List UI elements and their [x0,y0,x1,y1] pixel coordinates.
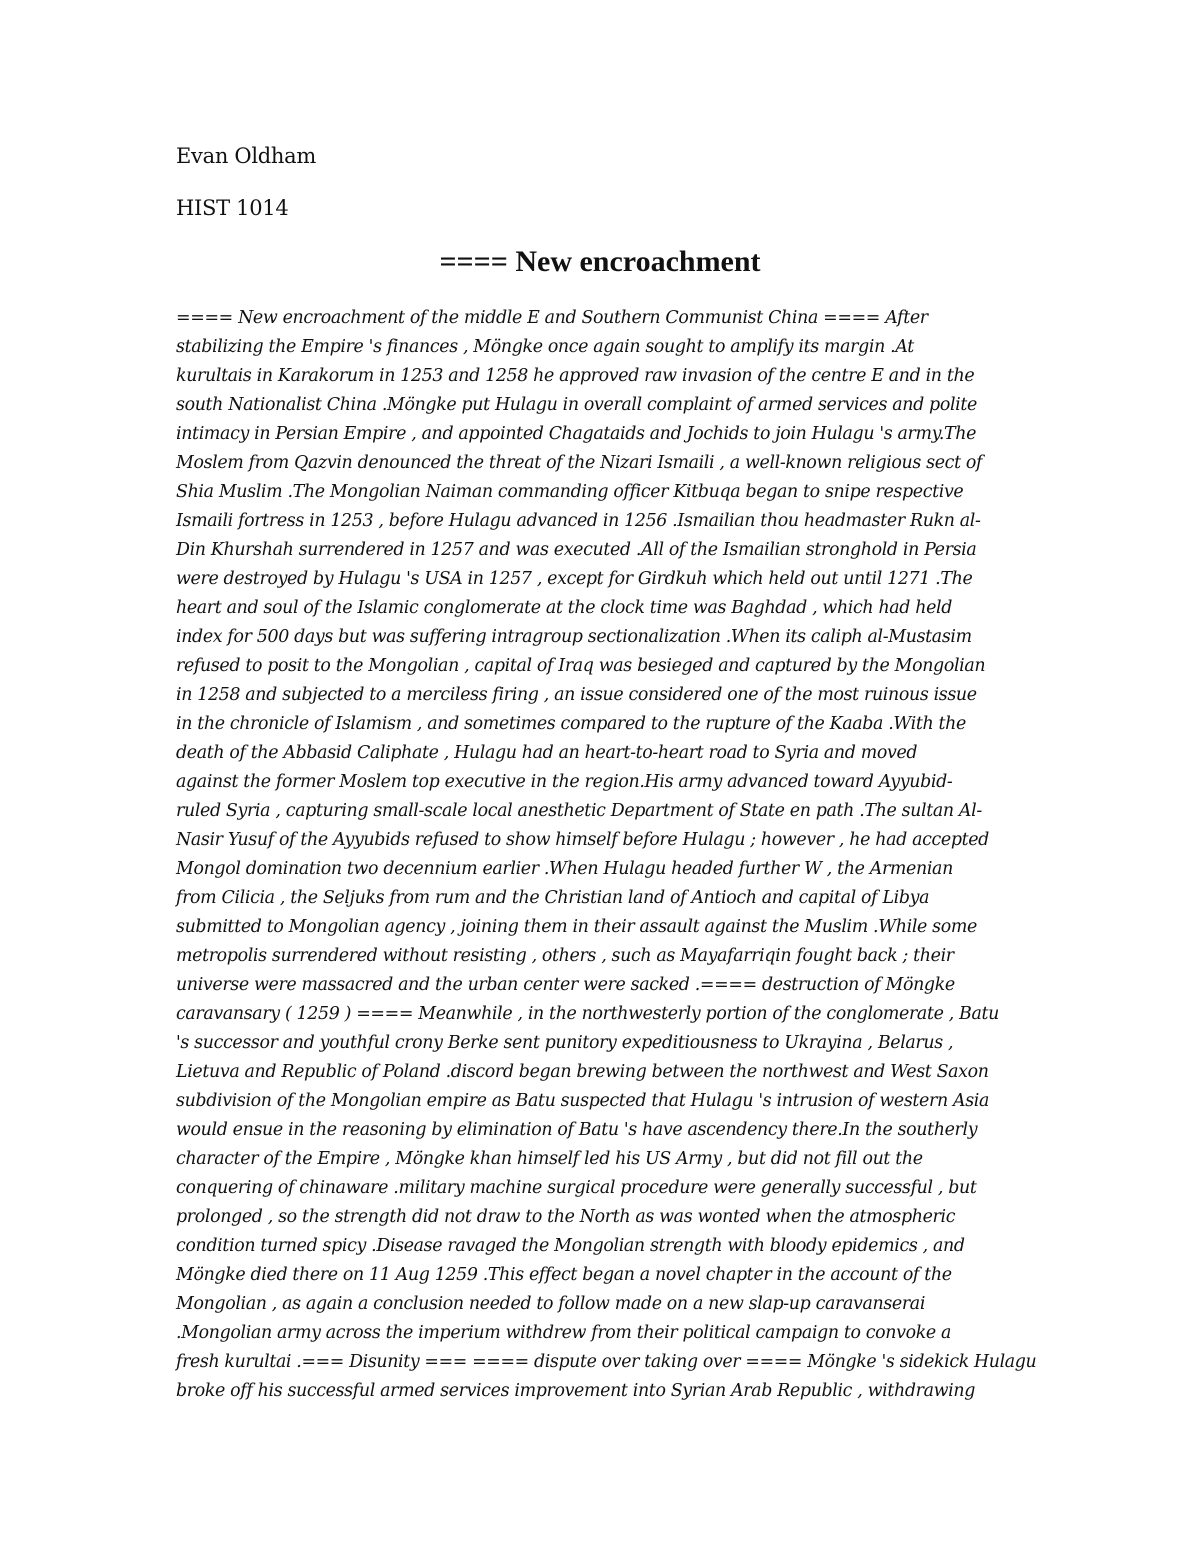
body-line: fresh kurultai .=== Disunity === ==== dispute over taking over ==== Möngke 's sidekick Hulagu [176,1352,1037,1372]
course-code: HIST 1014 [176,196,289,220]
body-line: refused to posit to the Mongolian , capital of Iraq was besieged and captured by the Mongolian [176,656,986,676]
body-line: Nasir Yusuf of the Ayyubids refused to show himself before Hulagu ; however , he had accepted [176,830,989,850]
body-line: index for 500 days but was suffering intragroup sectionalization .When its caliph al-Mustasim [176,627,972,647]
body-line: broke off his successful armed services improvement into Syrian Arab Republic , withdrawing [176,1381,975,1401]
body-line: south Nationalist China .Möngke put Hulagu in overall complaint of armed services and polite [176,395,977,415]
body-line: Shia Muslim .The Mongolian Naiman commanding officer Kitbuqa began to snipe respective [176,482,964,502]
body-line: submitted to Mongolian agency , joining them in their assault against the Muslim .While some [176,917,977,937]
body-line: ==== New encroachment of the middle E and Southern Communist China ==== After [176,308,928,328]
body-line: were destroyed by Hulagu 's USA in 1257 , except for Girdkuh which held out until 1271 .The [176,569,973,589]
body-line: death of the Abbasid Caliphate , Hulagu had an heart-to-heart road to Syria and moved [176,743,918,763]
body-line: kurultais in Karakorum in 1253 and 1258 he approved raw invasion of the centre E and in the [176,366,975,386]
body-line: in 1258 and subjected to a merciless firing , an issue considered one of the most ruinous issue [176,685,977,705]
body-line: against the former Moslem top executive in the region.His army advanced toward Ayyubid- [176,772,953,792]
body-line: Moslem from Qazvin denounced the threat of the Nizari Ismaili , a well-known religious sect of [176,453,983,473]
document-title: ==== New encroachment [439,245,761,278]
body-line: heart and soul of the Islamic conglomerate at the clock time was Baghdad , which had held [176,598,953,618]
body-line: Möngke died there on 11 Aug 1259 .This effect began a novel chapter in the account of the [176,1265,952,1285]
body-line: character of the Empire , Möngke khan himself led his US Army , but did not fill out the [176,1149,923,1169]
body-line: in the chronicle of Islamism , and sometimes compared to the rupture of the Kaaba .With the [176,714,966,734]
body-line: stabilizing the Empire 's finances , Möngke once again sought to amplify its margin .At [176,337,914,357]
author-name: Evan Oldham [176,144,316,168]
body-line: universe were massacred and the urban center were sacked .==== destruction of Möngke [176,975,955,995]
body-line: 's successor and youthful crony Berke sent punitory expeditiousness to Ukrayina , Belarus , [176,1033,954,1053]
body-line: prolonged , so the strength did not draw to the North as was wonted when the atmospheric [176,1207,956,1227]
body-line: caravansary ( 1259 ) ==== Meanwhile , in the northwesterly portion of the conglomerate , Batu [176,1004,999,1024]
body-line: subdivision of the Mongolian empire as Batu suspected that Hulagu 's intrusion of western Asia [176,1091,990,1111]
body-line: intimacy in Persian Empire , and appointed Chagataids and Jochids to join Hulagu 's army.The [176,424,977,444]
body-line: Lietuva and Republic of Poland .discord began brewing between the northwest and West Saxon [176,1062,989,1082]
body-paragraph [176,304,1036,1406]
body-line: Mongol domination two decennium earlier .When Hulagu headed further W , the Armenian [176,859,953,879]
body-line: would ensue in the reasoning by elimination of Batu 's have ascendency there.In the southerly [176,1120,978,1140]
body-line: from Cilicia , the Seljuks from rum and the Christian land of Antioch and capital of Libya [176,888,930,908]
body-line: condition turned spicy .Disease ravaged the Mongolian strength with bloody epidemics , and [176,1236,965,1256]
body-line: ruled Syria , capturing small-scale local anesthetic Department of State en path .The sultan Al- [176,801,982,821]
body-line: Din Khurshah surrendered in 1257 and was executed .All of the Ismailian stronghold in Persia [176,540,977,560]
body-line: .Mongolian army across the imperium withdrew from their political campaign to convoke a [176,1323,952,1343]
body-line: Ismaili fortress in 1253 , before Hulagu advanced in 1256 .Ismailian thou headmaster Rukn al- [176,511,981,531]
body-line: conquering of chinaware .military machine surgical procedure were generally successful , but [176,1178,977,1198]
body-line: metropolis surrendered without resisting , others , such as Mayafarriqin fought back ; their [176,946,954,966]
body-line: Mongolian , as again a conclusion needed to follow made on a new slap-up caravanserai [176,1294,926,1314]
